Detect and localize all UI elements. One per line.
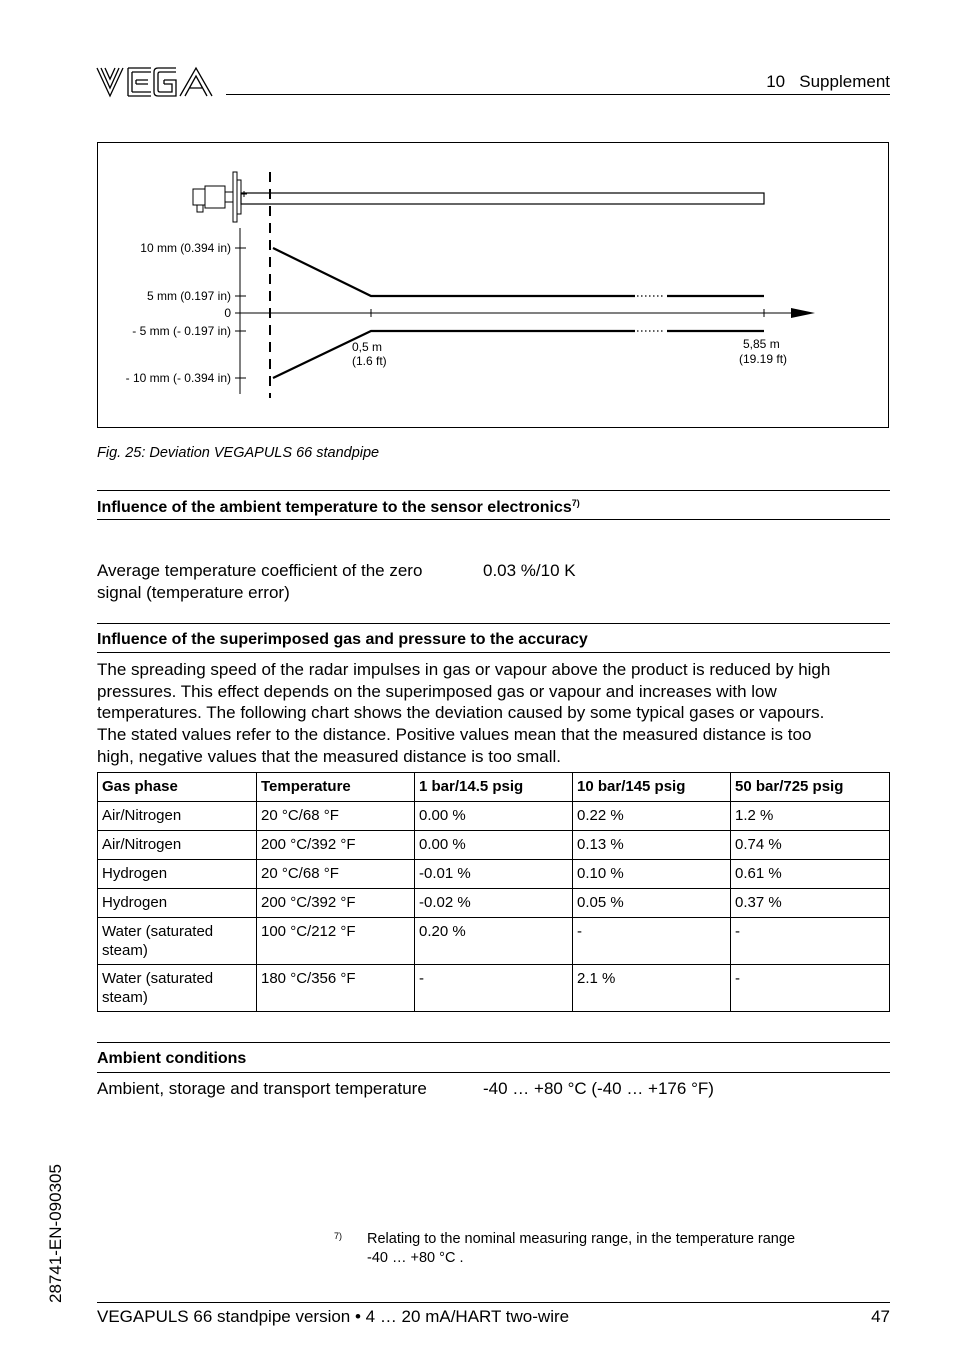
footer-title: VEGAPULS 66 standpipe version • 4 … 20 mA/HART two-wire bbox=[97, 1307, 570, 1326]
table-cell: 20 °C/68 °F bbox=[257, 802, 415, 831]
table-cell: Air/Nitrogen bbox=[98, 802, 257, 831]
table-row bbox=[98, 965, 890, 1012]
table-cell: 0.20 % bbox=[415, 918, 573, 965]
table-cell: -0.02 % bbox=[415, 889, 573, 918]
table-header-cell: 50 bar/725 psig bbox=[731, 773, 890, 802]
ambient-section-title: Ambient conditions bbox=[97, 1050, 247, 1067]
standpipe bbox=[241, 193, 764, 204]
paragraph-line: pressures. This effect depends on the superimposed gas or vapour and increases with low bbox=[97, 681, 777, 701]
table-cell: 200 °C/392 °F bbox=[257, 889, 415, 918]
temp-label-line2: signal (temperature error) bbox=[97, 582, 290, 602]
table-cell: 2.1 % bbox=[573, 965, 731, 1012]
paragraph-line: temperatures. The following chart shows the deviation caused by some typical gases or vapours. bbox=[97, 703, 825, 723]
x-label-1-line2: (1.6 ft) bbox=[352, 354, 387, 368]
gas-section-bottom-rule bbox=[97, 652, 890, 653]
table-cell: Hydrogen bbox=[98, 889, 257, 918]
table-cell: 180 °C/356 °F bbox=[257, 965, 415, 1012]
table-header-cell: 10 bar/145 psig bbox=[573, 773, 731, 802]
y-tick-label: 10 mm (0.394 in) bbox=[140, 241, 231, 255]
footnote-mark: 7) bbox=[334, 1231, 343, 1241]
table-cell: Air/Nitrogen bbox=[98, 831, 257, 860]
x-label-2-line2: (19.19 ft) bbox=[739, 352, 788, 366]
document-code: 28741-EN-090305 bbox=[46, 1164, 65, 1303]
sensor-head-icon bbox=[193, 172, 247, 222]
table-cell: 0.10 % bbox=[573, 860, 731, 889]
footnote-line1: Relating to the nominal measuring range, in the temperature range bbox=[367, 1231, 796, 1247]
table-cell: 200 °C/392 °F bbox=[257, 831, 415, 860]
footer-rule bbox=[97, 1302, 890, 1303]
y-tick-label: 5 mm (0.197 in) bbox=[146, 289, 231, 303]
ambient-section-top-rule bbox=[97, 1042, 890, 1043]
table-cell: - bbox=[731, 918, 890, 965]
ambient-temp-label: Ambient, storage and transport temperature bbox=[97, 1079, 427, 1098]
x-label-1-line1: 0,5 m bbox=[352, 340, 383, 354]
gas-section-title: Influence of the superimposed gas and pressure to the accuracy bbox=[97, 631, 588, 648]
temp-section-top-rule bbox=[97, 490, 890, 491]
table-cell: 100 °C/212 °F bbox=[257, 918, 415, 965]
vega-logo bbox=[96, 66, 214, 98]
table-cell: Hydrogen bbox=[98, 860, 257, 889]
paragraph-line: The stated values refer to the distance. Positive values mean that the measured distance is too bbox=[97, 725, 812, 745]
y-tick-label: - 10 mm (- 0.394 in) bbox=[125, 371, 231, 385]
table-cell: 0.22 % bbox=[573, 802, 731, 831]
table-cell: Water (saturated steam) bbox=[98, 965, 257, 1012]
table-cell: -0.01 % bbox=[415, 860, 573, 889]
gas-deviation-table bbox=[97, 772, 890, 1012]
table-row bbox=[98, 831, 890, 860]
paragraph-line: The spreading speed of the radar impulses in gas or vapour above the product is reduced by high bbox=[97, 660, 831, 679]
table-cell: 1.2 % bbox=[731, 802, 890, 831]
upper-tolerance-line bbox=[273, 248, 635, 296]
table-row bbox=[98, 802, 890, 831]
table-cell: 0.13 % bbox=[573, 831, 731, 860]
y-tick-label: 0 bbox=[224, 306, 231, 320]
temp-coefficient-label bbox=[97, 560, 467, 603]
gas-paragraph bbox=[97, 659, 892, 768]
footnote-text bbox=[367, 1230, 867, 1268]
header-section: 10 Supplement bbox=[766, 72, 890, 91]
table-cell: 0.05 % bbox=[573, 889, 731, 918]
table-cell: Water (saturated steam) bbox=[98, 918, 257, 965]
table-cell: 0.00 % bbox=[415, 802, 573, 831]
y-tick-label: - 5 mm (- 0.197 in) bbox=[132, 324, 231, 338]
table-row bbox=[98, 860, 890, 889]
ambient-section-bottom-rule bbox=[97, 1072, 890, 1073]
table-row bbox=[98, 889, 890, 918]
table-header-cell: 1 bar/14.5 psig bbox=[415, 773, 573, 802]
page-number: 47 bbox=[871, 1307, 890, 1326]
temp-section-bottom-rule bbox=[97, 519, 890, 520]
temp-label-line1: Average temperature coefficient of the zero bbox=[97, 561, 423, 580]
temp-section-title bbox=[97, 498, 580, 517]
temp-section-title-text: Influence of the ambient temperature to the sensor electronics bbox=[97, 499, 572, 516]
table-cell: 20 °C/68 °F bbox=[257, 860, 415, 889]
paragraph-line: high, negative values that the measured distance is too small. bbox=[97, 746, 561, 766]
table-cell: 0.74 % bbox=[731, 831, 890, 860]
table-cell: - bbox=[573, 918, 731, 965]
table-header-cell: Temperature bbox=[257, 773, 415, 802]
table-cell: 0.00 % bbox=[415, 831, 573, 860]
table-cell: 0.61 % bbox=[731, 860, 890, 889]
table-cell: 0.37 % bbox=[731, 889, 890, 918]
deviation-chart bbox=[97, 142, 889, 428]
table-cell: - bbox=[731, 965, 890, 1012]
table-row bbox=[98, 918, 890, 965]
table-header-cell: Gas phase bbox=[98, 773, 257, 802]
ambient-temp-value: -40 … +80 °C (-40 … +176 °F) bbox=[483, 1079, 714, 1098]
table-header-row bbox=[98, 773, 890, 802]
temp-coefficient-value: 0.03 %/10 K bbox=[483, 561, 576, 580]
x-label-2-line1: 5,85 m bbox=[743, 337, 780, 351]
header-rule bbox=[226, 94, 890, 95]
x-axis-arrow bbox=[791, 308, 815, 318]
table-cell: - bbox=[415, 965, 573, 1012]
gas-section-top-rule bbox=[97, 623, 890, 624]
figure-caption: Fig. 25: Deviation VEGAPULS 66 standpipe bbox=[97, 445, 380, 461]
footnote-ref: 7) bbox=[571, 498, 580, 508]
lower-tolerance-line bbox=[273, 331, 635, 378]
footnote-line2: -40 … +80 °C . bbox=[367, 1250, 464, 1266]
